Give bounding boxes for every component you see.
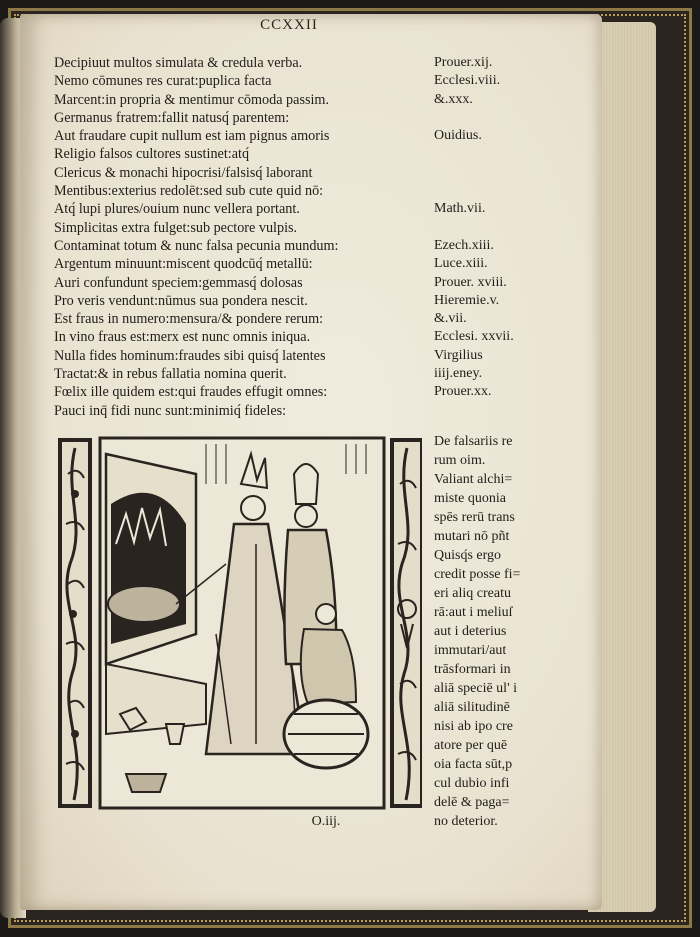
commentary-line: cul dubio infi	[434, 776, 510, 791]
commentary-line: De falsariis re	[434, 434, 513, 449]
verse-line: Nulla fides hominum:fraudes sibi quisq́ latentes	[54, 347, 326, 364]
verse-line: Aut fraudare cupit nullum est iam pignus amoris	[54, 128, 330, 145]
margin-ref: Virgilius	[434, 347, 483, 363]
book-page	[20, 14, 602, 910]
margin-ref: Ecclesi. xxvii.	[434, 329, 514, 345]
commentary-line: Quisq́s ergo	[434, 548, 502, 563]
verse-line: Fœlix ille quidem est:qui fraudes effugit omnes:	[54, 384, 328, 401]
verse-line: Pauci inq̄ fidi nunc sunt:minimiq́ fideles:	[54, 402, 287, 419]
commentary-line: rum oim.	[434, 453, 486, 468]
verse-line: Contaminat totum & nunc falsa pecunia mundum:	[54, 237, 339, 254]
margin-ref: Luce.xiii.	[434, 256, 488, 272]
commentary-line: nisi ab ipo cre	[434, 719, 513, 734]
margin-ref: Hieremie.v.	[434, 292, 500, 308]
margin-ref: Prouer. xviii.	[434, 274, 507, 290]
margin-ref	[434, 145, 544, 163]
verse-line: In vino fraus est:merx est nunc omnis iniqua.	[54, 329, 311, 346]
verse-line: Nemo cōmunes res curat:puplica facta	[54, 73, 272, 90]
verse-line: Tractat:& in rebus fallatia nomina querit.	[54, 366, 287, 383]
scene	[100, 438, 384, 808]
right-floral-border	[390, 438, 422, 808]
verse-line: Religio falsos cultores sustinet:atq́	[54, 146, 250, 163]
left-floral-border	[58, 438, 92, 808]
verse-line: Atq́ lupi plures/ouium nunc vellera portant.	[54, 201, 300, 218]
margin-ref	[434, 219, 544, 237]
verse-line: Marcent:in propria & mentimur cōmoda passim.	[54, 91, 330, 108]
margin-ref: iiij.eney.	[434, 366, 483, 382]
commentary-line: atore per quē	[434, 738, 508, 753]
marginal-references	[434, 54, 544, 420]
margin-ref: Ouidius.	[434, 128, 482, 144]
margin-ref: Prouer.xij.	[434, 55, 493, 70]
verse-line: Mentibus:exterius redolēt:sed sub cute quid nō:	[54, 183, 324, 200]
margin-ref: Ezech.xiii.	[434, 237, 494, 253]
commentary-line: credit posse fi=	[434, 567, 521, 582]
margin-ref: &.vii.	[434, 311, 467, 327]
verse-line: Decipiuut multos simulata & credula verba.	[54, 55, 303, 71]
commentary-line: aliā speciē ul' i	[434, 681, 517, 696]
margin-ref	[434, 109, 544, 127]
margin-ref	[434, 402, 544, 420]
commentary-line: aliā silitudinē	[434, 700, 510, 715]
commentary-line: no deterior.	[434, 814, 498, 829]
commentary-line: rā:aut i meliuſ	[434, 605, 513, 620]
woodcut-illustration	[56, 434, 422, 812]
folio-number: CCXXII	[260, 17, 318, 33]
commentary-line: oia facta sūt,p	[434, 757, 513, 772]
verse-line: Germanus fratrem:fallit natusq́ parentem:	[54, 109, 290, 126]
margin-ref: Ecclesi.viii.	[434, 73, 501, 89]
verse-line: Argentum minuunt:miscent quodcūq́ metallū:	[54, 256, 313, 273]
verse-line: Simplicitas extra fulget:sub pectore vulpis.	[54, 219, 298, 236]
margin-ref: Math.vii.	[434, 201, 486, 217]
commentary-line: miste quonia	[434, 491, 506, 506]
margin-ref	[434, 182, 544, 200]
verse-column	[54, 54, 424, 420]
commentary-line: immutari/aut	[434, 643, 507, 658]
commentary-line: spēs rerū trans	[434, 510, 515, 525]
verse-line: Est fraus in numero:mensura/& pondere rerum:	[54, 311, 324, 328]
margin-ref	[434, 164, 544, 182]
verse-line: Clericus & monachi hipocrisi/falsisq́ laborant	[54, 164, 313, 181]
signature-mark: O.iij.	[311, 814, 341, 829]
margin-ref: &.xxx.	[434, 91, 473, 107]
commentary-line: mutari nō pñt	[434, 529, 510, 544]
commentary-line: delē & paga=	[434, 795, 510, 810]
side-commentary	[434, 432, 546, 831]
verse-line: Auri confundunt speciem:gemmasq́ dolosas	[54, 274, 303, 291]
commentary-line: aut i deterius	[434, 624, 507, 639]
commentary-line: Valiant alchi=	[434, 472, 513, 487]
commentary-line: trāsformari in	[434, 662, 511, 677]
commentary-line: eri aliq creatu	[434, 586, 511, 601]
margin-ref: Prouer.xx.	[434, 384, 492, 400]
verse-line: Pro veris vendunt:nūmus sua pondera nescit.	[54, 292, 308, 309]
